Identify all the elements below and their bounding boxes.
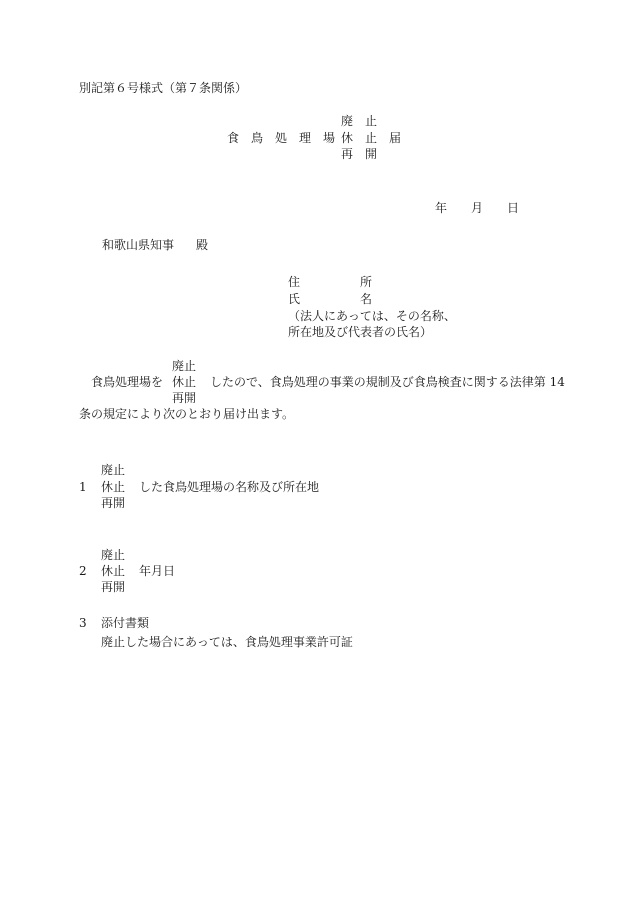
item-number: 2 [79,564,87,578]
form-label: 別記第６号様式（第７条関係） [79,81,248,95]
title-prefix: 食 鳥 処 理 場 [227,131,336,145]
body-text-line1: したので、食鳥処理の事業の規制及び食鳥検査に関する法律第 14 [210,375,565,389]
recipient-honorific: 殿 [196,238,209,252]
body-option-saikai: 再開 [172,391,197,405]
recipient-name: 和歌山県知事 [102,238,175,252]
applicant-note-line1: （法人にあっては、その名称、 [288,309,456,323]
item-text: 年月日 [139,564,176,578]
body-option-kyushi: 休止 [172,375,197,389]
attachments-text: 廃止した場合にあっては、食鳥処理事業許可証 [101,635,353,649]
date-line: 年 月 日 [435,201,520,215]
item-option-saikai: 再開 [101,580,126,594]
applicant-note-line2: 所在地及び代表者の氏名） [288,325,433,339]
applicant-name-label: 氏 名 [288,292,373,306]
title-option-kyushi: 休 止 届 [341,131,402,145]
attachments-number: 3 [79,616,87,630]
title-option-haishi: 廃 止 [341,114,378,128]
item-text: した食鳥処理場の名称及び所在地 [139,480,320,494]
body-option-haishi: 廃止 [172,359,197,373]
title-option-saikai: 再 開 [341,147,378,161]
item-option-kyushi: 休止 [101,564,126,578]
body-lead: 食鳥処理場を [91,375,164,389]
applicant-address-label: 住 所 [288,275,373,289]
attachments-heading: 添付書類 [101,616,150,630]
body-text-line2: 条の規定により次のとおり届け出ます。 [79,407,295,421]
item-option-kyushi: 休止 [101,480,126,494]
item-number: 1 [79,480,87,494]
item-option-haishi: 廃止 [101,548,126,562]
item-option-saikai: 再開 [101,496,126,510]
item-option-haishi: 廃止 [101,463,126,477]
